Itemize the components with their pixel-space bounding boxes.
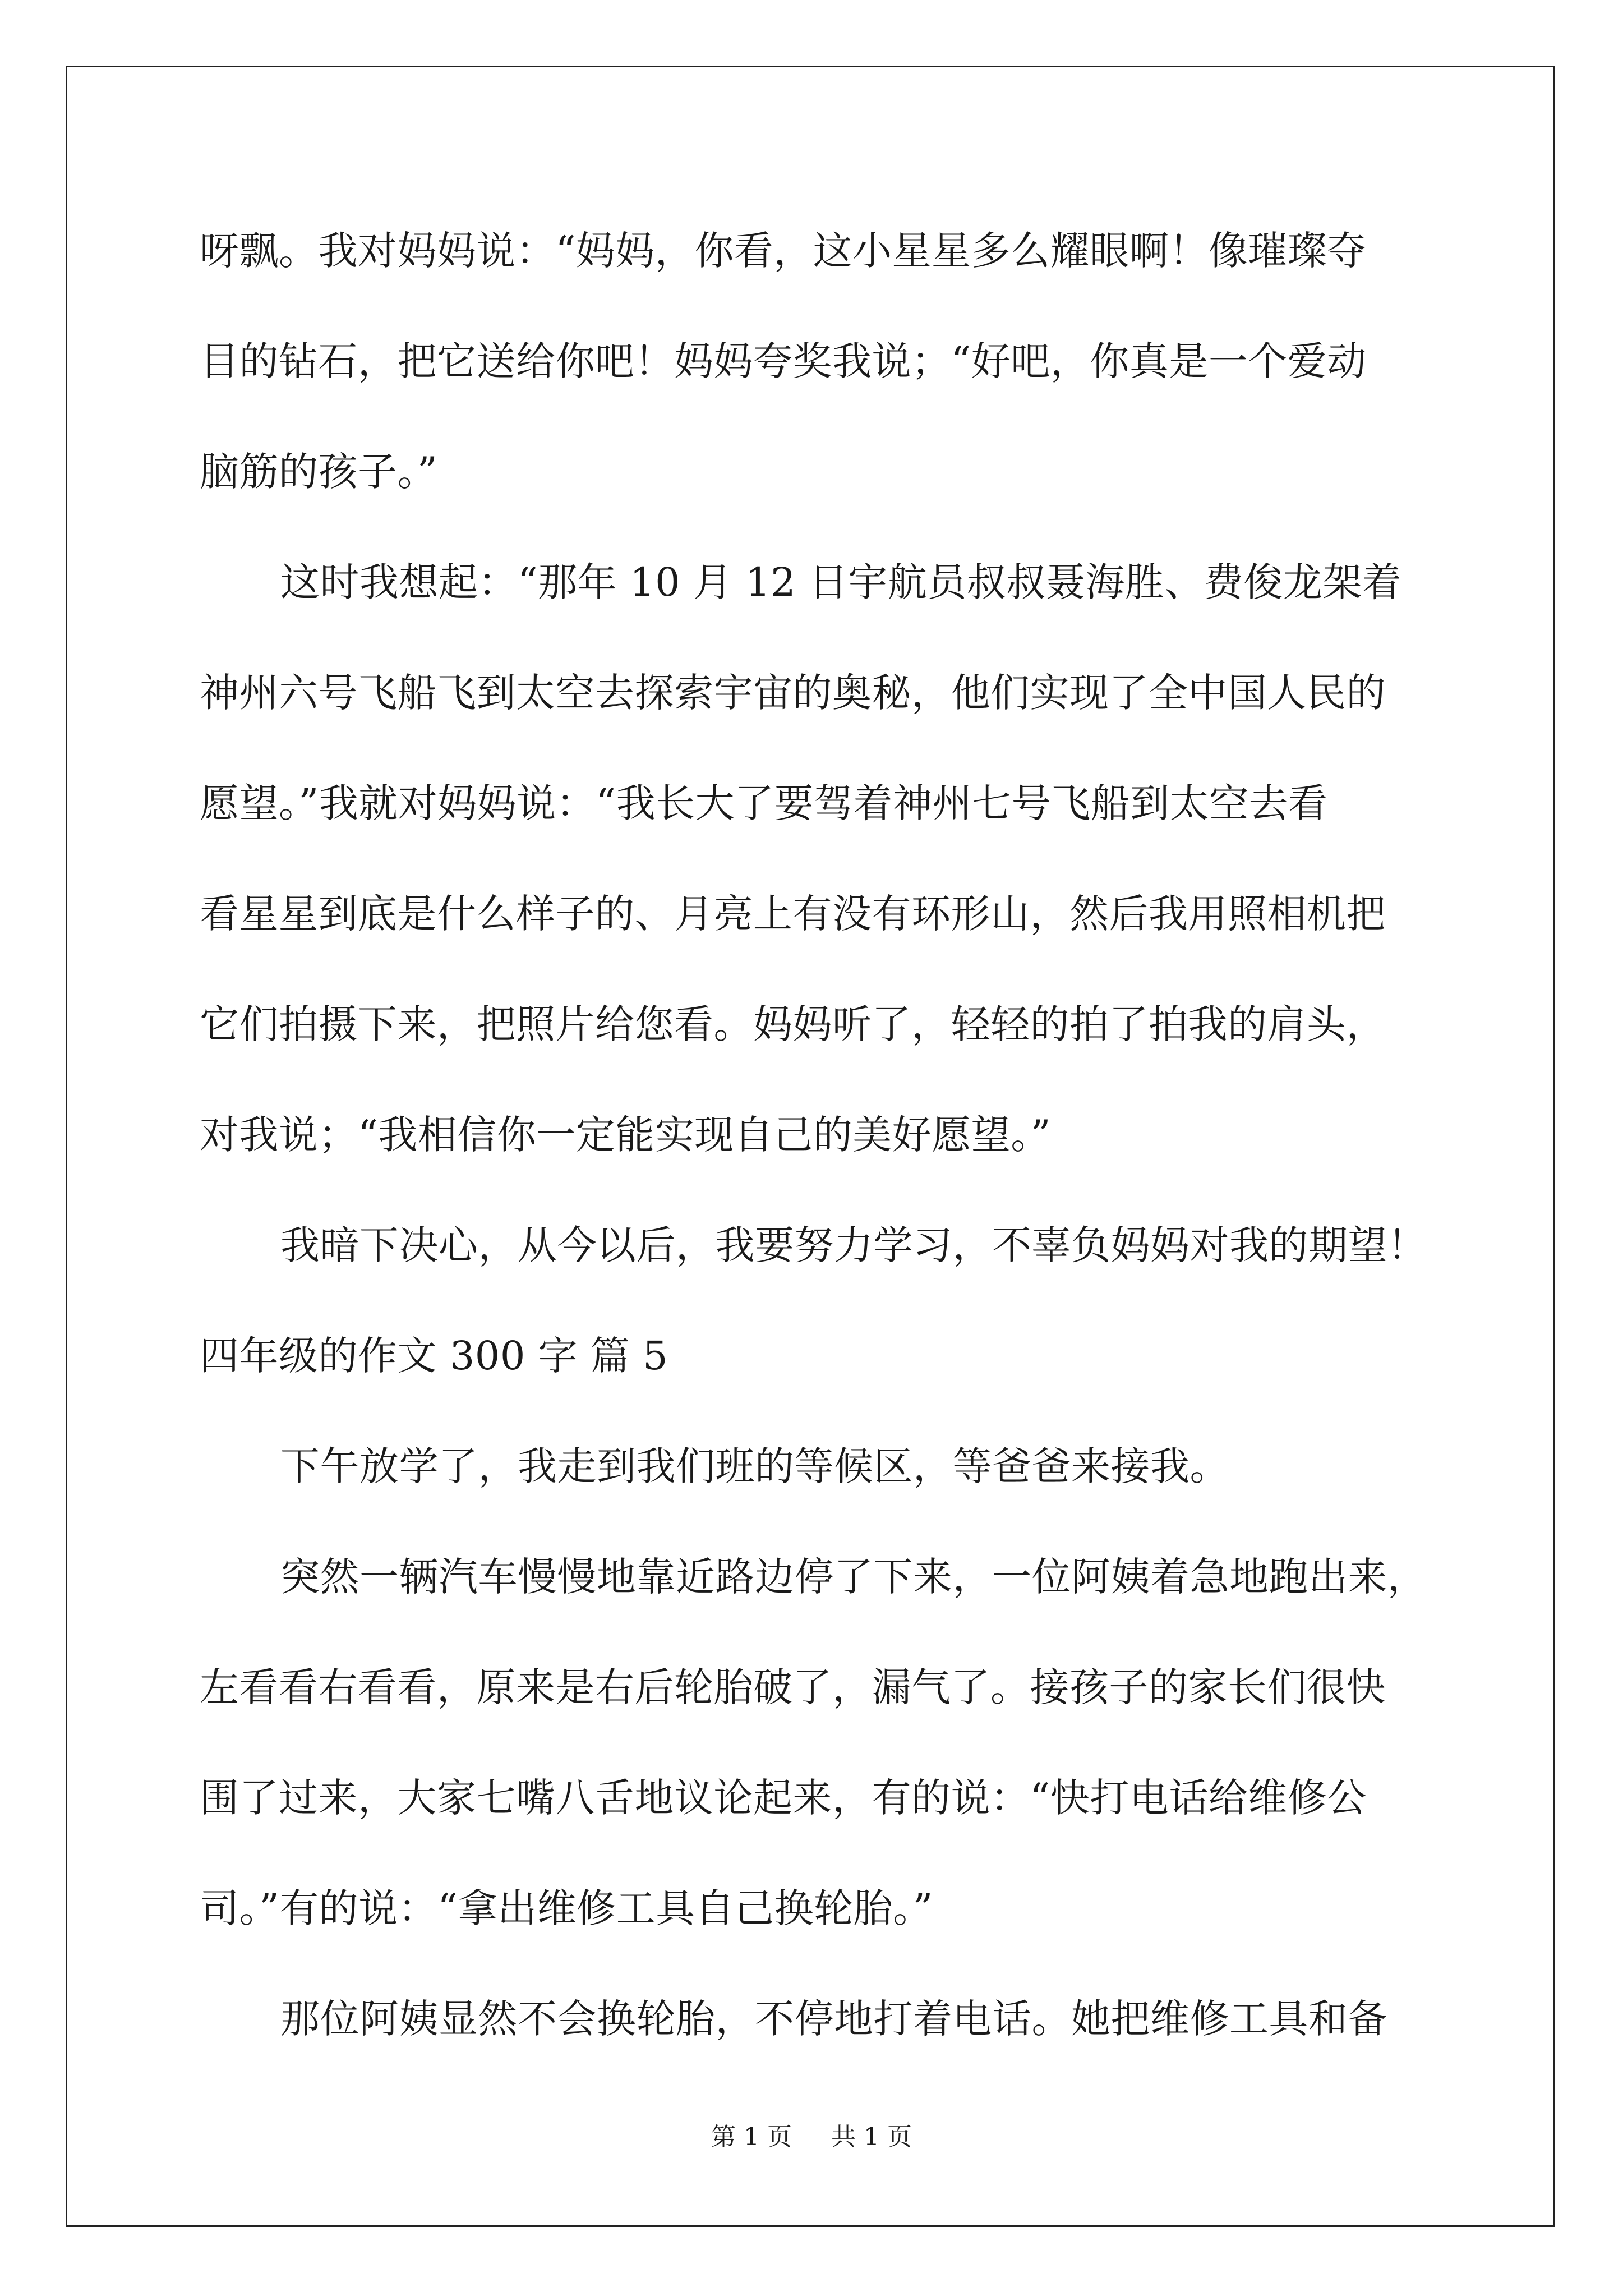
- text-line: 脑筋的孩子。”: [200, 449, 438, 495]
- page-footer: [0, 2120, 1623, 2154]
- text-line: 左看看右看看，原来是右后轮胎破了，漏气了。接孩子的家长们很快: [200, 1664, 1386, 1710]
- text-line: 愿望。”我就对妈妈说：“我长大了要驾着神州七号飞船到太空去看: [200, 780, 1328, 826]
- text-line: 目的钻石，把它送给你吧！妈妈夸奖我说；“好吧，你真是一个爱动: [200, 338, 1367, 384]
- text-line: 神州六号飞船飞到太空去探索宇宙的奥秘，他们实现了全中国人民的: [200, 670, 1386, 716]
- text-line: 四年级的作文 300 字 篇 5: [200, 1333, 668, 1379]
- text-line: 下午放学了，我走到我们班的等候区，等爸爸来接我。: [280, 1443, 1229, 1489]
- text-line: 对我说；“我相信你一定能实现自己的美好愿望。”: [200, 1112, 1052, 1158]
- page-number: 第 1 页: [711, 2123, 792, 2151]
- text-line: 我暗下决心，从今以后，我要努力学习，不辜负妈妈对我的期望！: [280, 1222, 1427, 1268]
- text-line: 围了过来，大家七嘴八舌地议论起来，有的说：“快打电话给维修公: [200, 1775, 1367, 1821]
- text-line: 它们拍摄下来，把照片给您看。妈妈听了，轻轻的拍了拍我的肩头，: [200, 1001, 1386, 1047]
- document-body: [200, 208, 1433, 2086]
- page-total: 共 1 页: [831, 2123, 912, 2151]
- text-line: 突然一辆汽车慢慢地靠近路边停了下来，一位阿姨着急地跑出来，: [280, 1554, 1427, 1600]
- text-line: 司。”有的说：“拿出维修工具自己换轮胎。”: [200, 1885, 933, 1931]
- text-line: 看星星到底是什么样子的、月亮上有没有环形山，然后我用照相机把: [200, 891, 1386, 937]
- text-line: 那位阿姨显然不会换轮胎，不停地打着电话。她把维修工具和备: [280, 1996, 1387, 2042]
- text-line: 呀飘。我对妈妈说：“妈妈，你看，这小星星多么耀眼啊！像璀璨夺: [200, 228, 1367, 274]
- text-line: 这时我想起：“那年 10 月 12 日宇航员叔叔聂海胜、费俊龙架着: [280, 559, 1402, 605]
